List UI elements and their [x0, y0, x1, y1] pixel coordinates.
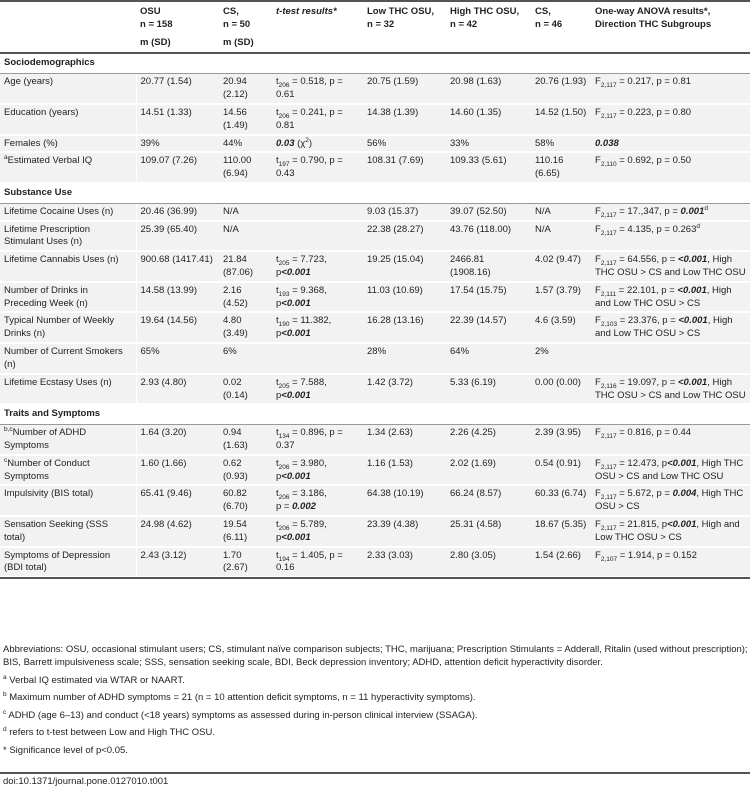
subheader-msd: m (SD): [219, 34, 272, 54]
header-cs: CS, n = 50: [219, 1, 272, 34]
section-substance-use: Substance Use: [0, 183, 750, 203]
footnote-d: $^d$ refers to t-test between Low and High THC OSU.: [3, 726, 216, 739]
table-row: Lifetime Cannabis Uses (n) 900.68 (1417.41) 21.84 (87.06) $t_{205} = 7.723$, p<0.001 19.25 (15.04) 2466.81 (1908.16) 4.02 (9.47) $F_{2,117} = 64.556$, p = <0.001, High THC OSU > CS and Low THC OSU: [0, 252, 750, 283]
doi-line: doi:10.1371/journal.pone.0127010.t001: [0, 772, 750, 787]
header-empty: [0, 1, 136, 34]
table-row: Females (%) 39% 44% 0.03 $(\chi^2)$ 56% 33% 58% 0.038: [0, 135, 750, 153]
footnote-c: $^c$ ADHD (age 6–13) and conduct (<18 years) symptoms as assessed during in-person clinical interview (SSAGA).: [3, 708, 478, 721]
table-footnotes: [0, 643, 749, 757]
table-row: Sensation Seeking (SSS total) 24.98 (4.62) 19.54 (6.11) $t_{206} = 5.789$, p<0.001 23.39 (4.38) 25.31 (4.58) 18.67 (5.35) $F_{2,117} = 21.815$, p<0.001, High and Low THC OSU > CS: [0, 517, 750, 548]
section-traits-symptoms: Traits and Symptoms: [0, 405, 750, 425]
header-cs2: CS, n = 46: [531, 1, 591, 34]
footnote-significance: * Significance level of p<0.05.: [3, 744, 128, 756]
footnote-b: $^b$ Maximum number of ADHD symptoms = 21 (n = 10 attention deficit symptoms, n = 11 hyperactivity symptoms).: [3, 691, 476, 704]
footnote-a: $^a$ Verbal IQ estimated via WTAR or NAART.: [3, 673, 185, 686]
header-ttest: t-test results*: [272, 1, 363, 34]
table-row: Symptoms of Depression (BDI total) 2.43 (3.12) 1.70 (2.67) $t_{194} = 1.405$, p = 0.16 2.33 (3.03) 2.80 (3.05) 1.54 (2.66) $F_{2,107} = 1.914$, p = 0.152: [0, 547, 750, 578]
table-row: $^{b,c}$Number of ADHD Symptoms 1.64 (3.20) 0.94 (1.63) $t_{134} = 0.896$, p = 0.37 1.34 (2.63) 2.26 (4.25) 2.39 (3.95) $F_{2,117} = 0.816$, p = 0.44: [0, 425, 750, 456]
table-row: Lifetime Prescription Stimulant Uses (n) 25.39 (65.40) N/A 22.38 (28.27) 43.76 (118.00) N/A $F_{2,117} = 4.135$, p = 0.263$^d$: [0, 221, 750, 252]
footnote-abbreviations: Abbreviations: OSU, occasional stimulant users; CS, stimulant naïve comparison subjects; THC, marijuana; Prescription Stimulants = Adderall, Ritalin (used without prescription); BIS, Barrett impulsiveness scale; SSS, sensation seeking scale, BDI, Beck depression inventory; ADHD, attention deficit hyperactivity disorder.: [3, 644, 748, 669]
header-row-2: [0, 34, 750, 54]
table-row: Typical Number of Weekly Drinks (n) 19.64 (14.56) 4.80 (3.49) $t_{190} = 11.382$, p<0.001 16.28 (13.16) 22.39 (14.57) 4.6 (3.59) $F_{2,103} = 23.376$, p = <0.001, High and Low THC OSU > CS: [0, 313, 750, 344]
header-high-thc: High THC OSU, n = 42: [446, 1, 531, 34]
table-row: Impulsivity (BIS total) 65.41 (9.46) 60.82 (6.70) $t_{206} = 3.186$, p = 0.002 64.38 (10.19) 66.24 (8.57) 60.33 (6.74) $F_{2,117} = 5.672$, p = 0.004, High THC OSU > CS: [0, 486, 750, 517]
table-row: Lifetime Cocaine Uses (n) 20.46 (36.99) N/A 9.03 (15.37) 39.07 (52.50) N/A $F_{2,117} = 17.,347$, p = 0.001$^d$: [0, 203, 750, 221]
table-row: Age (years) 20.77 (1.54) 20.94 (2.12) $t_{206} = 0.518$, p = 0.61 20.75 (1.59) 20.98 (1.63) 20.76 (1.93) $F_{2,117} = 0.217$, p = 0.81: [0, 74, 750, 105]
subheader-msd: m (SD): [136, 34, 219, 54]
table-row: Number of Drinks in Preceding Week (n) 14.58 (13.99) 2.16 (4.52) $t_{193} = 9.368$, p<0.001 11.03 (10.69) 17.54 (15.75) 1.57 (3.79) $F_{2,111} = 22.101$, p = <0.001, High and Low THC OSU > CS: [0, 282, 750, 313]
table-row: Number of Current Smokers (n) 65% 6% 28% 64% 2%: [0, 344, 750, 375]
table-row: $^a$Estimated Verbal IQ 109.07 (7.26) 110.00 (6.94) $t_{197} = 0.790$, p = 0.43 108.31 (7.69) 109.33 (5.61) 110.16 (6.65) $F_{2,110} = 0.692$, p = 0.50: [0, 153, 750, 184]
table-row: $^c$Number of Conduct Symptoms 1.60 (1.66) 0.62 (0.93) $t_{206} = 3.980$, p<0.001 1.16 (1.53) 2.02 (1.69) 0.54 (0.91) $F_{2,117} = 12.473$, p<0.001, High THC OSU > CS and Low THC OSU: [0, 455, 750, 486]
header-osu: OSU n = 158: [136, 1, 219, 34]
header-row-1: [0, 1, 750, 34]
header-anova: One-way ANOVA results*, Direction THC Subgroups: [591, 1, 750, 34]
section-sociodemographics: Sociodemographics: [0, 53, 750, 73]
table-row: Education (years) 14.51 (1.33) 14.56 (1.49) $t_{206} = 0.241$, p = 0.81 14.38 (1.39) 14.60 (1.35) 14.52 (1.50) $F_{2,117} = 0.223$, p = 0.80: [0, 104, 750, 135]
table-row: Lifetime Ecstasy Uses (n) 2.93 (4.80) 0.02 (0.14) $t_{205} = 7.588$, p<0.001 1.42 (3.72) 5.33 (6.19) 0.00 (0.00) $F_{2,116} = 19.097$, p = <0.001, High THC OSU > CS and Low THC OSU: [0, 374, 750, 405]
header-low-thc: Low THC OSU, n = 32: [363, 1, 446, 34]
